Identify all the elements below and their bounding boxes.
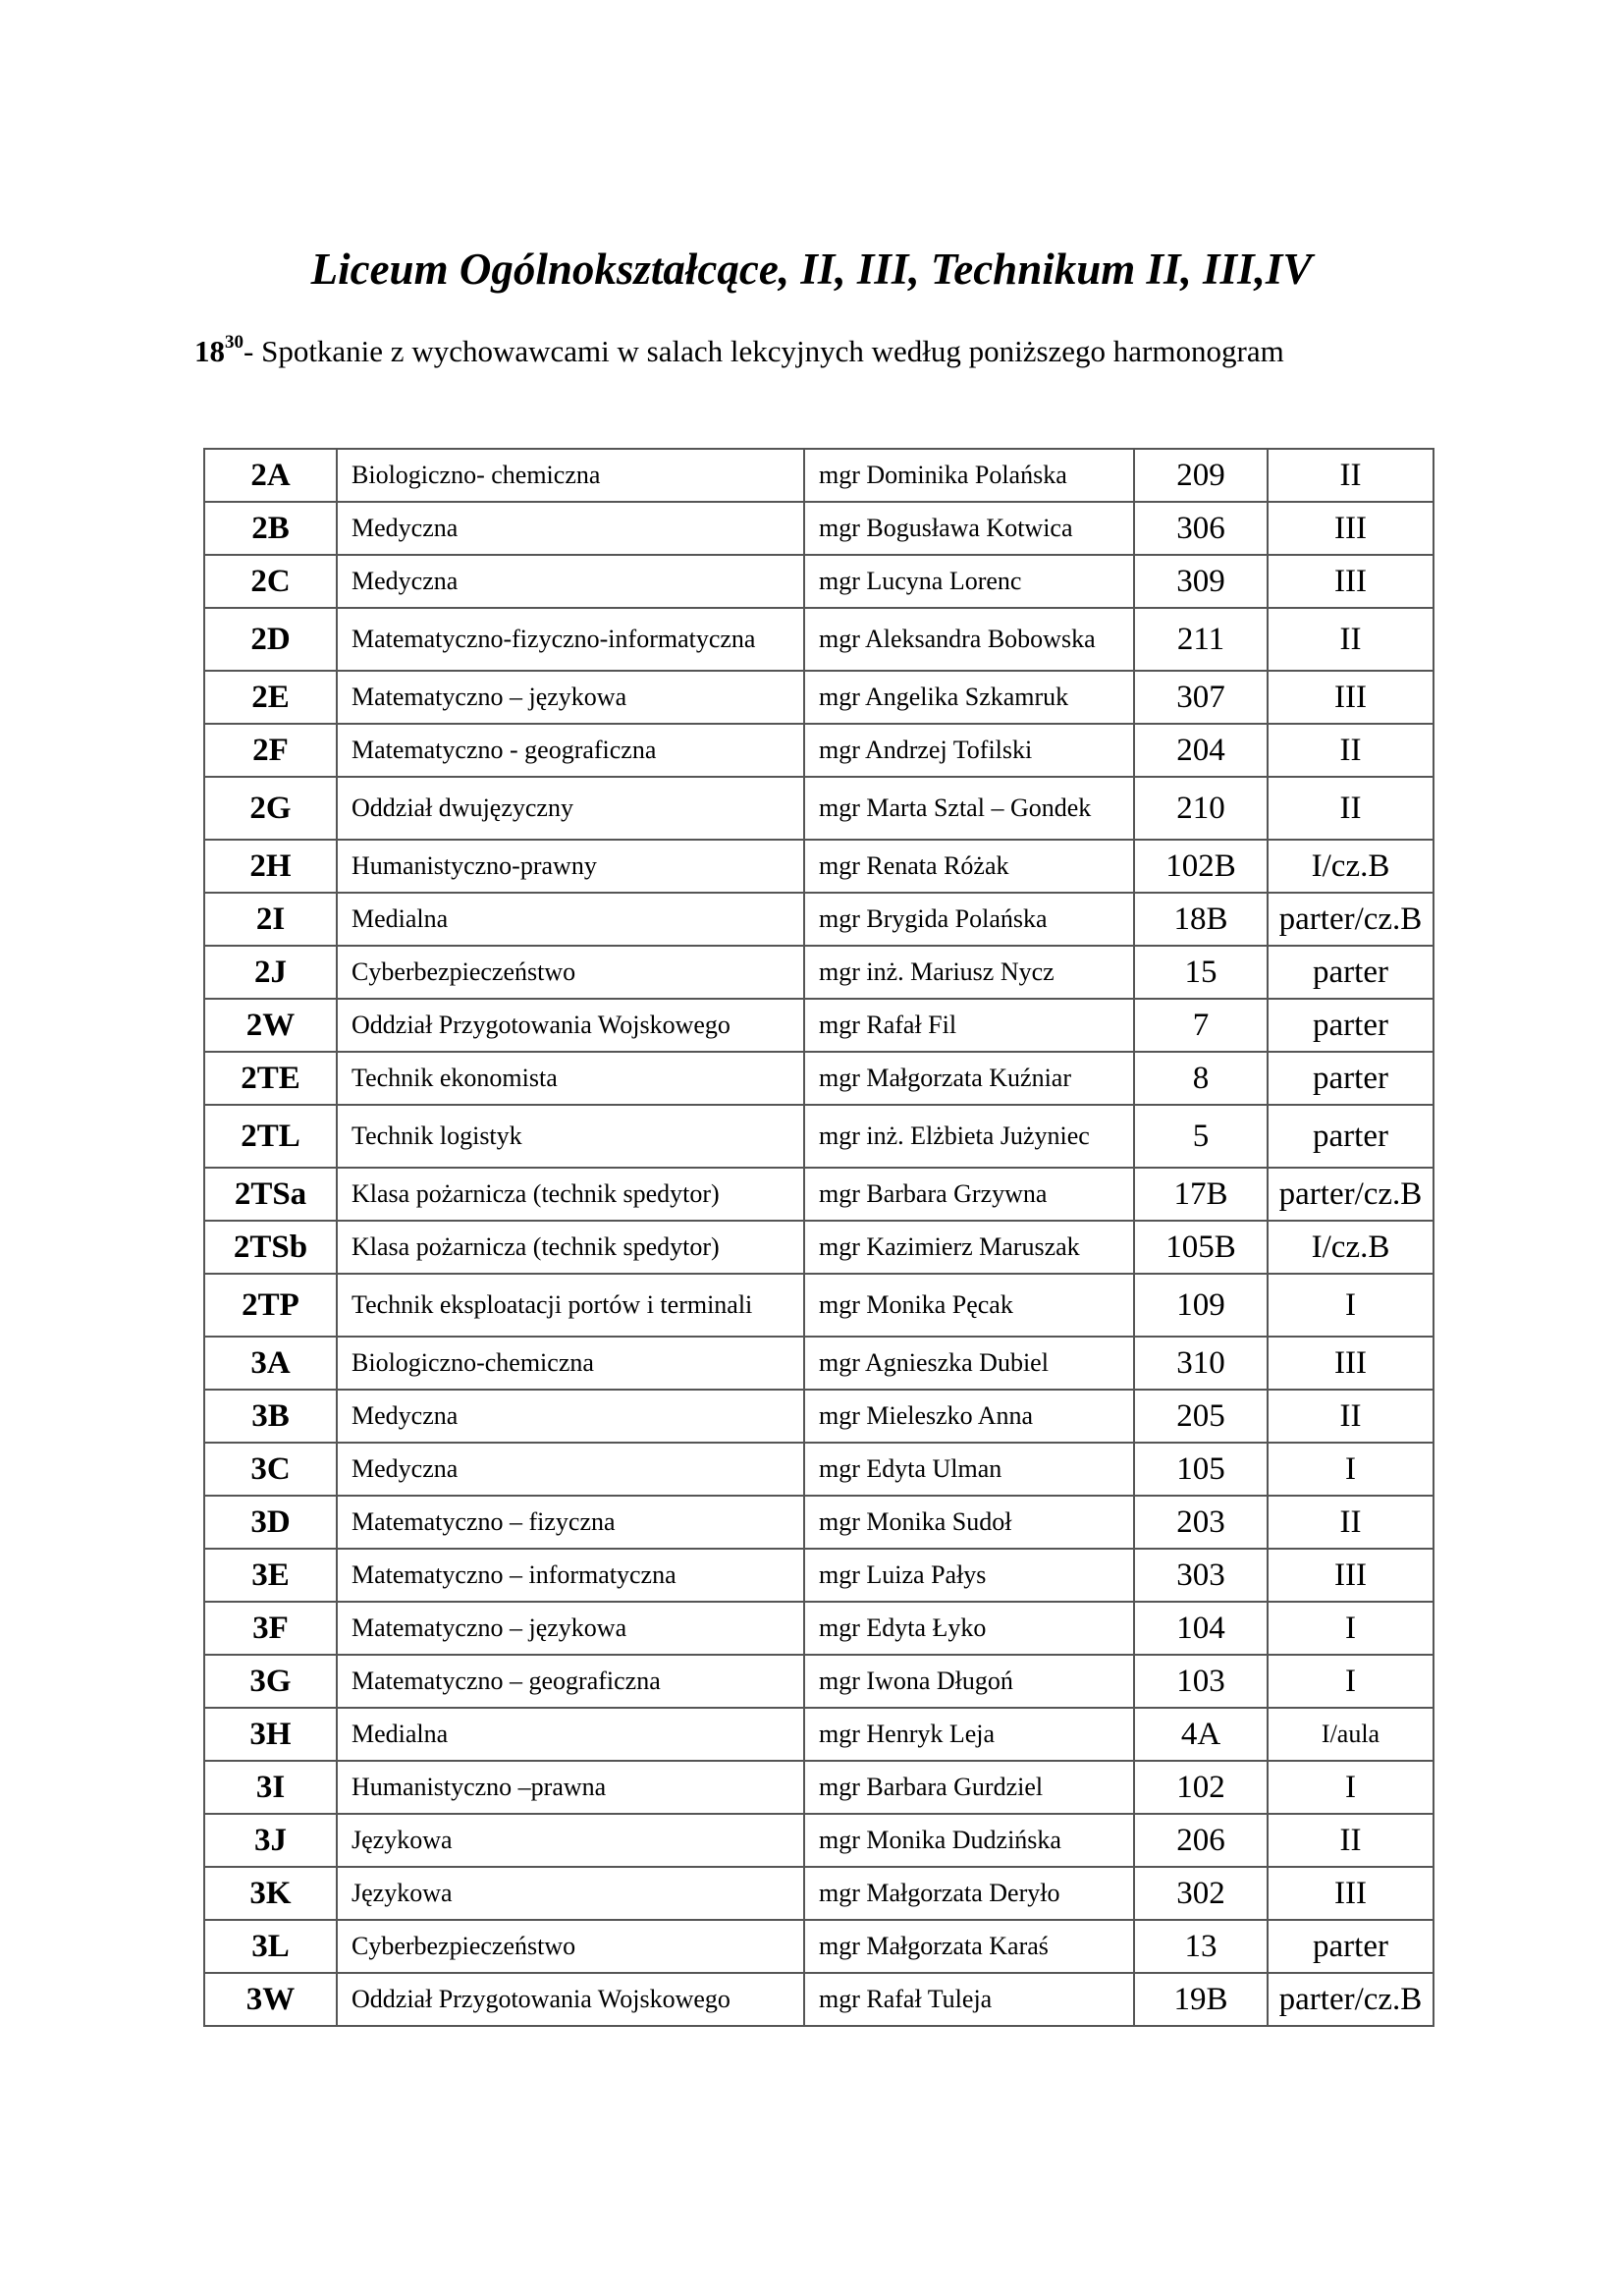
room-cell: 105 bbox=[1134, 1443, 1268, 1496]
teacher-cell: mgr Małgorzata Karaś bbox=[804, 1920, 1134, 1973]
profile-cell: Językowa bbox=[337, 1867, 804, 1920]
room-cell: 302 bbox=[1134, 1867, 1268, 1920]
table-row bbox=[204, 1496, 1434, 1549]
table-row bbox=[204, 502, 1434, 555]
floor-cell: parter/cz.B bbox=[1268, 893, 1434, 946]
floor-cell: II bbox=[1268, 449, 1434, 502]
table-row bbox=[204, 1168, 1434, 1221]
teacher-cell: mgr Barbara Grzywna bbox=[804, 1168, 1134, 1221]
floor-cell: I/cz.B bbox=[1268, 840, 1434, 893]
class-cell: 2E bbox=[204, 671, 337, 724]
profile-cell: Medialna bbox=[337, 1708, 804, 1761]
floor-cell: parter bbox=[1268, 1105, 1434, 1168]
class-cell: 3F bbox=[204, 1602, 337, 1655]
teacher-cell: mgr Brygida Polańska bbox=[804, 893, 1134, 946]
room-cell: 307 bbox=[1134, 671, 1268, 724]
class-cell: 2F bbox=[204, 724, 337, 777]
teacher-cell: mgr Małgorzata Kuźniar bbox=[804, 1052, 1134, 1105]
floor-cell: III bbox=[1268, 1867, 1434, 1920]
table-row bbox=[204, 777, 1434, 840]
profile-cell: Cyberbezpieczeństwo bbox=[337, 1920, 804, 1973]
room-cell: 209 bbox=[1134, 449, 1268, 502]
room-cell: 211 bbox=[1134, 608, 1268, 671]
class-cell: 2H bbox=[204, 840, 337, 893]
profile-cell: Matematyczno – geograficzna bbox=[337, 1655, 804, 1708]
floor-cell: I bbox=[1268, 1443, 1434, 1496]
profile-cell: Matematyczno – informatyczna bbox=[337, 1549, 804, 1602]
class-cell: 3A bbox=[204, 1337, 337, 1390]
table-row bbox=[204, 1221, 1434, 1274]
teacher-cell: mgr Henryk Leja bbox=[804, 1708, 1134, 1761]
profile-cell: Humanistyczno –prawna bbox=[337, 1761, 804, 1814]
room-cell: 203 bbox=[1134, 1496, 1268, 1549]
profile-cell: Medyczna bbox=[337, 1443, 804, 1496]
class-cell: 2C bbox=[204, 555, 337, 608]
table-row bbox=[204, 1920, 1434, 1973]
floor-cell: parter bbox=[1268, 999, 1434, 1052]
table-row bbox=[204, 1655, 1434, 1708]
profile-cell: Medialna bbox=[337, 893, 804, 946]
floor-cell: I bbox=[1268, 1761, 1434, 1814]
class-cell: 2D bbox=[204, 608, 337, 671]
profile-cell: Matematyczno - geograficzna bbox=[337, 724, 804, 777]
class-cell: 2TSb bbox=[204, 1221, 337, 1274]
floor-cell: III bbox=[1268, 671, 1434, 724]
table-row bbox=[204, 1973, 1434, 2026]
profile-cell: Humanistyczno-prawny bbox=[337, 840, 804, 893]
floor-cell: parter bbox=[1268, 946, 1434, 999]
profile-cell: Medyczna bbox=[337, 1390, 804, 1443]
teacher-cell: mgr Monika Sudoł bbox=[804, 1496, 1134, 1549]
class-cell: 3B bbox=[204, 1390, 337, 1443]
class-cell: 3E bbox=[204, 1549, 337, 1602]
table-row bbox=[204, 946, 1434, 999]
floor-cell: II bbox=[1268, 1496, 1434, 1549]
teacher-cell: mgr Luiza Pałys bbox=[804, 1549, 1134, 1602]
teacher-cell: mgr Edyta Łyko bbox=[804, 1602, 1134, 1655]
room-cell: 204 bbox=[1134, 724, 1268, 777]
profile-cell: Językowa bbox=[337, 1814, 804, 1867]
floor-cell: I bbox=[1268, 1602, 1434, 1655]
profile-cell: Matematyczno – językowa bbox=[337, 1602, 804, 1655]
profile-cell: Klasa pożarnicza (technik spedytor) bbox=[337, 1221, 804, 1274]
profile-cell: Medyczna bbox=[337, 502, 804, 555]
room-cell: 303 bbox=[1134, 1549, 1268, 1602]
table-row bbox=[204, 1602, 1434, 1655]
floor-cell: III bbox=[1268, 502, 1434, 555]
room-cell: 102B bbox=[1134, 840, 1268, 893]
profile-cell: Matematyczno – fizyczna bbox=[337, 1496, 804, 1549]
table-row bbox=[204, 608, 1434, 671]
room-cell: 7 bbox=[1134, 999, 1268, 1052]
table-row bbox=[204, 893, 1434, 946]
class-cell: 2B bbox=[204, 502, 337, 555]
table-row bbox=[204, 1761, 1434, 1814]
room-cell: 15 bbox=[1134, 946, 1268, 999]
schedule-table bbox=[203, 448, 1434, 2027]
page-title: Liceum Ogólnokształcące, II, III, Technikum II, III,IV bbox=[310, 245, 1313, 294]
class-cell: 3W bbox=[204, 1973, 337, 2026]
teacher-cell: mgr Mieleszko Anna bbox=[804, 1390, 1134, 1443]
class-cell: 3J bbox=[204, 1814, 337, 1867]
floor-cell: II bbox=[1268, 608, 1434, 671]
floor-cell: I bbox=[1268, 1274, 1434, 1337]
floor-cell: II bbox=[1268, 1390, 1434, 1443]
table-row bbox=[204, 555, 1434, 608]
room-cell: 102 bbox=[1134, 1761, 1268, 1814]
class-cell: 2TP bbox=[204, 1274, 337, 1337]
class-cell: 2G bbox=[204, 777, 337, 840]
room-cell: 19B bbox=[1134, 1973, 1268, 2026]
profile-cell: Biologiczno- chemiczna bbox=[337, 449, 804, 502]
meeting-info bbox=[194, 334, 1284, 369]
floor-cell: parter bbox=[1268, 1920, 1434, 1973]
table-row bbox=[204, 999, 1434, 1052]
room-cell: 210 bbox=[1134, 777, 1268, 840]
floor-cell: parter/cz.B bbox=[1268, 1973, 1434, 2026]
teacher-cell: mgr Aleksandra Bobowska bbox=[804, 608, 1134, 671]
room-cell: 4A bbox=[1134, 1708, 1268, 1761]
profile-cell: Technik ekonomista bbox=[337, 1052, 804, 1105]
teacher-cell: mgr Dominika Polańska bbox=[804, 449, 1134, 502]
floor-cell: III bbox=[1268, 1549, 1434, 1602]
meeting-time bbox=[194, 334, 243, 368]
teacher-cell: mgr Edyta Ulman bbox=[804, 1443, 1134, 1496]
class-cell: 2TSa bbox=[204, 1168, 337, 1221]
room-cell: 309 bbox=[1134, 555, 1268, 608]
class-cell: 3C bbox=[204, 1443, 337, 1496]
teacher-cell: mgr Marta Sztal – Gondek bbox=[804, 777, 1134, 840]
teacher-cell: mgr Monika Pęcak bbox=[804, 1274, 1134, 1337]
table-row bbox=[204, 724, 1434, 777]
room-cell: 105B bbox=[1134, 1221, 1268, 1274]
floor-cell: parter/cz.B bbox=[1268, 1168, 1434, 1221]
teacher-cell: mgr Agnieszka Dubiel bbox=[804, 1337, 1134, 1390]
table-row bbox=[204, 1052, 1434, 1105]
profile-cell: Technik logistyk bbox=[337, 1105, 804, 1168]
room-cell: 205 bbox=[1134, 1390, 1268, 1443]
meeting-description: - Spotkanie z wychowawcami w salach lekcyjnych według poniższego harmonogram bbox=[243, 334, 1284, 368]
table-row bbox=[204, 1105, 1434, 1168]
floor-cell: III bbox=[1268, 1337, 1434, 1390]
table-row bbox=[204, 1867, 1434, 1920]
meeting-time-hour: 18 bbox=[194, 334, 225, 368]
floor-cell: parter bbox=[1268, 1052, 1434, 1105]
profile-cell: Oddział dwujęzyczny bbox=[337, 777, 804, 840]
class-cell: 2W bbox=[204, 999, 337, 1052]
teacher-cell: mgr Iwona Długoń bbox=[804, 1655, 1134, 1708]
teacher-cell: mgr Lucyna Lorenc bbox=[804, 555, 1134, 608]
class-cell: 2I bbox=[204, 893, 337, 946]
table-row bbox=[204, 1814, 1434, 1867]
room-cell: 109 bbox=[1134, 1274, 1268, 1337]
class-cell: 2TL bbox=[204, 1105, 337, 1168]
room-cell: 206 bbox=[1134, 1814, 1268, 1867]
schedule-table-body bbox=[204, 449, 1434, 2026]
room-cell: 310 bbox=[1134, 1337, 1268, 1390]
profile-cell: Technik eksploatacji portów i terminali bbox=[337, 1274, 804, 1337]
teacher-cell: mgr inż. Elżbieta Jużyniec bbox=[804, 1105, 1134, 1168]
floor-cell: I bbox=[1268, 1655, 1434, 1708]
teacher-cell: mgr Małgorzata Deryło bbox=[804, 1867, 1134, 1920]
table-row bbox=[204, 1274, 1434, 1337]
class-cell: 3H bbox=[204, 1708, 337, 1761]
floor-cell: II bbox=[1268, 1814, 1434, 1867]
floor-cell: I/cz.B bbox=[1268, 1221, 1434, 1274]
room-cell: 18B bbox=[1134, 893, 1268, 946]
table-row bbox=[204, 1443, 1434, 1496]
teacher-cell: mgr Rafał Tuleja bbox=[804, 1973, 1134, 2026]
teacher-cell: mgr Andrzej Tofilski bbox=[804, 724, 1134, 777]
room-cell: 5 bbox=[1134, 1105, 1268, 1168]
profile-cell: Klasa pożarnicza (technik spedytor) bbox=[337, 1168, 804, 1221]
class-cell: 2J bbox=[204, 946, 337, 999]
class-cell: 3K bbox=[204, 1867, 337, 1920]
profile-cell: Matematyczno – językowa bbox=[337, 671, 804, 724]
class-cell: 3I bbox=[204, 1761, 337, 1814]
class-cell: 3D bbox=[204, 1496, 337, 1549]
room-cell: 306 bbox=[1134, 502, 1268, 555]
table-row bbox=[204, 1337, 1434, 1390]
class-cell: 3L bbox=[204, 1920, 337, 1973]
teacher-cell: mgr inż. Mariusz Nycz bbox=[804, 946, 1134, 999]
profile-cell: Oddział Przygotowania Wojskowego bbox=[337, 1973, 804, 2026]
room-cell: 8 bbox=[1134, 1052, 1268, 1105]
table-row bbox=[204, 1549, 1434, 1602]
meeting-time-minutes: 30 bbox=[225, 332, 243, 353]
profile-cell: Biologiczno-chemiczna bbox=[337, 1337, 804, 1390]
profile-cell: Oddział Przygotowania Wojskowego bbox=[337, 999, 804, 1052]
table-row bbox=[204, 671, 1434, 724]
room-cell: 103 bbox=[1134, 1655, 1268, 1708]
teacher-cell: mgr Barbara Gurdziel bbox=[804, 1761, 1134, 1814]
room-cell: 17B bbox=[1134, 1168, 1268, 1221]
table-row bbox=[204, 449, 1434, 502]
floor-cell: II bbox=[1268, 724, 1434, 777]
room-cell: 13 bbox=[1134, 1920, 1268, 1973]
teacher-cell: mgr Rafał Fil bbox=[804, 999, 1134, 1052]
room-cell: 104 bbox=[1134, 1602, 1268, 1655]
profile-cell: Cyberbezpieczeństwo bbox=[337, 946, 804, 999]
teacher-cell: mgr Angelika Szkamruk bbox=[804, 671, 1134, 724]
profile-cell: Matematyczno-fizyczno-informatyczna bbox=[337, 608, 804, 671]
teacher-cell: mgr Bogusława Kotwica bbox=[804, 502, 1134, 555]
class-cell: 3G bbox=[204, 1655, 337, 1708]
teacher-cell: mgr Kazimierz Maruszak bbox=[804, 1221, 1134, 1274]
table-row bbox=[204, 1708, 1434, 1761]
floor-cell: II bbox=[1268, 777, 1434, 840]
class-cell: 2TE bbox=[204, 1052, 337, 1105]
floor-cell: III bbox=[1268, 555, 1434, 608]
profile-cell: Medyczna bbox=[337, 555, 804, 608]
table-row bbox=[204, 1390, 1434, 1443]
teacher-cell: mgr Monika Dudzińska bbox=[804, 1814, 1134, 1867]
table-row bbox=[204, 840, 1434, 893]
floor-cell: I/aula bbox=[1268, 1708, 1434, 1761]
teacher-cell: mgr Renata Różak bbox=[804, 840, 1134, 893]
class-cell: 2A bbox=[204, 449, 337, 502]
